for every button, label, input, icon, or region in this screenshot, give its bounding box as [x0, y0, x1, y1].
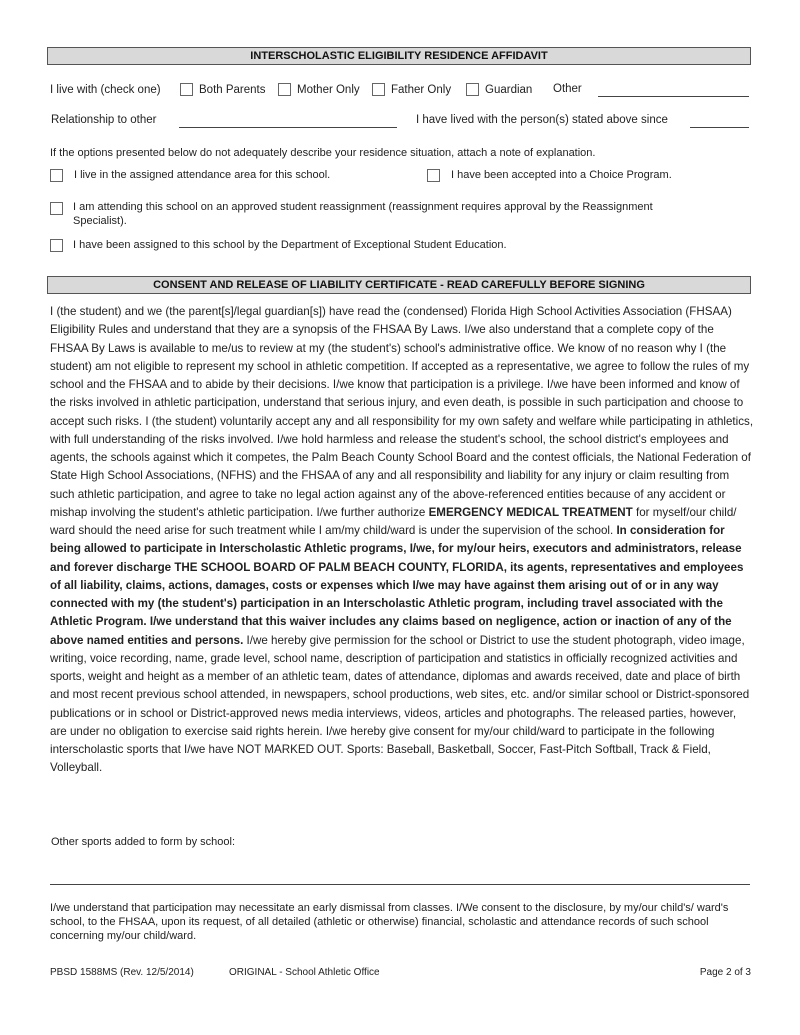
attendance-area-label: I live in the assigned attendance area for this school.	[74, 169, 331, 181]
other-sports-line[interactable]	[50, 884, 750, 885]
other-input-line[interactable]	[598, 96, 749, 97]
form-id: PBSD 1588MS (Rev. 12/5/2014)	[50, 967, 194, 978]
live-with-label: I live with (check one)	[50, 84, 161, 96]
consent-paragraph-3: I/we hereby give permission for the school or District to use the student photograph, video image, writing, voice recording, name, grade level, school name, description of participation and statistics in officially recognized activities and sports, weight and height as a member of an athletic team, dates of attendance, diplomas and awards received, date and place of birth and most recent previous school attended, in newspapers, school productions, web sites, etc. and/or similar school or District-sponsored publications or in school or District-approved news media interviews, videos, articles and photographs. The released parties, however, are under no obligation to exercise said rights herein. I/we hereby give consent for my/our child/ward to participate in the following interscholastic sports that I/we have NOT MARKED OUT. Sports: Baseball, Basketball, Soccer, Fast-Pitch Softball, Track & Field, Volleyball.	[50, 633, 750, 775]
both-parents-label: Both Parents	[199, 84, 266, 96]
both-parents-checkbox[interactable]	[180, 83, 193, 96]
emergency-medical-treatment: EMERGENCY MEDICAL TREATMENT	[428, 505, 633, 519]
residence-instructions: If the options presented below do not adequately describe your residence situation, attach a note of explanation.	[50, 147, 596, 159]
lived-since-input-line[interactable]	[690, 127, 749, 128]
relationship-input-line[interactable]	[179, 127, 397, 128]
attendance-area-checkbox[interactable]	[50, 169, 63, 182]
consent-title: CONSENT AND RELEASE OF LIABILITY CERTIFICATE - READ CAREFULLY BEFORE SIGNING	[47, 276, 751, 294]
page-number: Page 2 of 3	[699, 967, 751, 978]
relationship-label: Relationship to other	[51, 114, 157, 126]
father-only-label: Father Only	[391, 84, 452, 96]
affidavit-title: INTERSCHOLASTIC ELIGIBILITY RESIDENCE AFFIDAVIT	[47, 47, 751, 65]
guardian-checkbox[interactable]	[466, 83, 479, 96]
consent-paragraph-1: I (the student) and we (the parent[s]/legal guardian[s]) have read the (condensed) Florida High School Activities Association (FHSAA) Eligibility Rules and understand that they are a synopsis of the FHSAA By Laws. I/we also understand that a complete copy of the FHSAA By Laws is available to me/us to review at my (the student's) school's administrative office. We know of no reason why I (the student) am not eligible to represent my school in athletic competition. If accepted as a representative, we agree to follow the rules of my school and the FHSAA and to abide by their decisions. I/we know that participation is a privilege. I/we have been informed and know of the risks involved in athletic participation, understand that serious injury, and even death, is possible in such participation and choose to accept such risks. I (the student) voluntarily accept any and all responsibility for my own safety and welfare while participating in athletics, with full understanding of the risks involved. I/we hold harmless and release the student's school, the school district's employees and agents, the schools against which it competes, the Palm Beach County School Board and the contest officials, the National Federation of State High School Associations, (NFHS) and the FHSAA of any and all responsibility and liability for any injury or claim resulting from such athletic participation, and agree to take no legal action against any of the above-referenced entities because of any accident or mishap involving the student's athletic participation. I/we further authorize	[50, 305, 754, 519]
consent-body	[50, 303, 754, 778]
release-of-liability-clause: In consideration for being allowed to participate in Interscholastic Athletic programs, I/we, for my/our heirs, executors and administrators, release and forever discharge THE SCHOOL BOARD OF PALM BEACH COUNTY, FLORIDA, its agents, representatives and employees of all liability, claims, actions, damages, costs or expenses which I/we may have against them arising out of or in any way connected with my (the student's) participation in an Interscholastic Athletic program, including travel associated with the Athletic Program. I/we understand that this waiver includes any claims based on negligence, action or inaction of any of the above named entities and persons.	[50, 524, 744, 647]
reassignment-checkbox[interactable]	[50, 202, 63, 215]
reassignment-label-line2: Specialist).	[73, 215, 127, 227]
exceptional-education-checkbox[interactable]	[50, 239, 63, 252]
lived-since-label: I have lived with the person(s) stated above since	[416, 114, 668, 126]
copy-destination: ORIGINAL - School Athletic Office	[229, 967, 380, 978]
guardian-label: Guardian	[485, 84, 533, 96]
other-sports-label: Other sports added to form by school:	[51, 836, 236, 848]
reassignment-label-line1: I am attending this school on an approved student reassignment (reassignment requires approval by the Reassignment	[73, 201, 653, 213]
mother-only-label: Mother Only	[297, 84, 360, 96]
consent-paragraph-2: for myself/our child/ ward should the need arise for such treatment while I am/my child/ward is under the supervision of the school.	[50, 505, 737, 537]
choice-program-checkbox[interactable]	[427, 169, 440, 182]
father-only-checkbox[interactable]	[372, 83, 385, 96]
mother-only-checkbox[interactable]	[278, 83, 291, 96]
dismissal-note: I/we understand that participation may necessitate an early dismissal from classes. I/We consent to the disclosure, by my/our child's/ ward's school, to the FHSAA, upon its request, of all detailed (athletic or otherwise) financial, scholastic and attendance records of such school concerning my/our child/ward.	[50, 902, 729, 942]
other-label: Other	[553, 83, 582, 95]
choice-program-label: I have been accepted into a Choice Program.	[451, 169, 672, 181]
exceptional-education-label: I have been assigned to this school by the Department of Exceptional Student Education.	[73, 239, 507, 251]
